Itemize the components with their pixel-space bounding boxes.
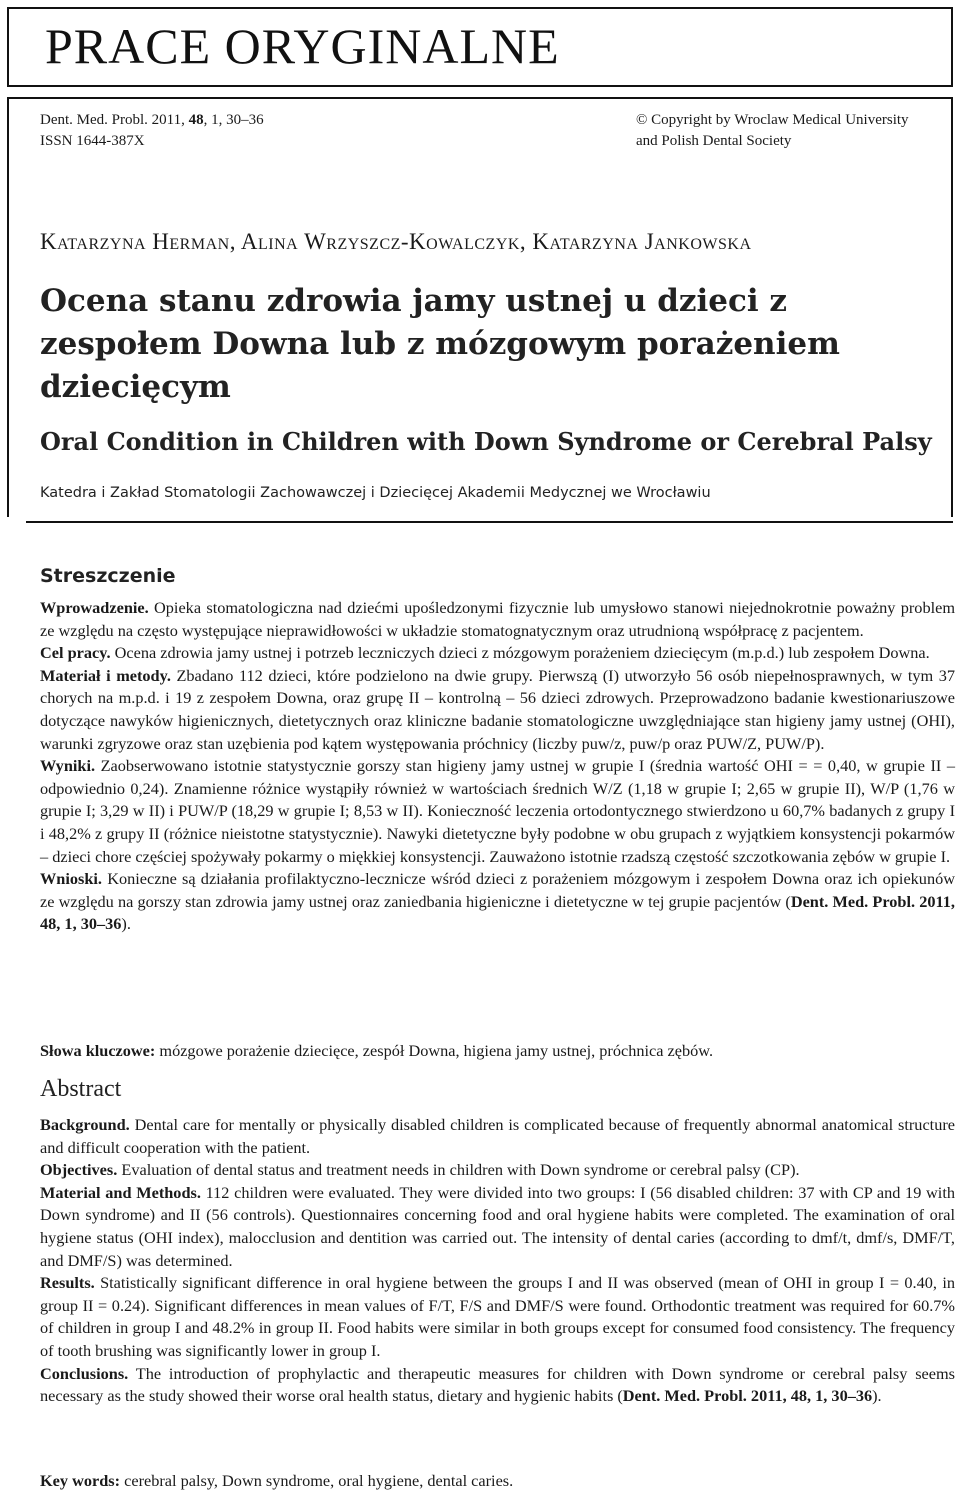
title-polish: Ocena stanu zdrowia jamy ustnej u dzieci z zespołem Downa lub z mózgowym porażeniem dziecięcym [40, 283, 840, 405]
citation-block [40, 110, 264, 152]
streszczenie-heading: Streszczenie [40, 565, 176, 587]
abstract-paragraph: Wnioski. Konieczne są działania profilaktyczno-lecznicze wśród dzieci z porażeniem mózgowym i zespołem Downa oraz ich opiekunów ze względu na gorszy stan zdrowia jamy ustnej oraz zaniedbania higieniczne i dietetyczne w tej grupie pacjentów (Dent. Med. Probl. 2011, 48, 1, 30–36). [40, 869, 955, 934]
keywords-en: Key words: cerebral palsy, Down syndrome, oral hygiene, dental caries. [40, 1471, 514, 1490]
abstract-paragraph: Conclusions. The introduction of prophylactic and therapeutic measures for children with Down syndrome or cerebral palsy seems necessary as the study showed their worse oral health status, dietary and hygienic habits (Dent. Med. Probl. 2011, 48, 1, 30–36). [40, 1363, 955, 1406]
divider [26, 521, 953, 523]
streszczenie-body [40, 597, 955, 936]
abstract-heading: Abstract [40, 1076, 122, 1102]
abstract-body [40, 1114, 955, 1408]
abstract-paragraph: Background. Dental care for mentally or physically disabled children is complicated because of frequently abnormal anatomical structure and difficult cooperation with the patient. [40, 1115, 955, 1157]
copyright-block [636, 110, 909, 152]
abstract-paragraph: Wprowadzenie. Opieka stomatologiczna nad dziećmi upośledzonymi fizycznie lub umysłowo stanowi niejednokrotnie poważny problem ze względu na często występujące nieprawidłowości w układzie stomatognatycznym oraz utrudnioną współpracę z pacjentem. [40, 598, 955, 640]
title-english: Oral Condition in Children with Down Syndrome or Cerebral Palsy [40, 427, 932, 456]
abstract-paragraph: Results. Statistically significant difference in oral hygiene between the groups I and II was observed (mean of OHI in group I = 0.40, in group II = 0.24). Significant differences in mean values of F/T, F/S and DMF/S were found. Orthodontic treatment was required for 60.7% of children in group I and 48.2% in group II. Food habits were similar in both groups except for consumed food consistency. The frequency of tooth brushing was significantly lower in group I. [40, 1273, 955, 1360]
keywords-pl: Słowa kluczowe: mózgowe porażenie dziecięce, zespół Downa, higiena jamy ustnej, próchnica zębów. [40, 1041, 714, 1060]
abstract-paragraph: Objectives. Evaluation of dental status and treatment needs in children with Down syndrome or cerebral palsy (CP). [40, 1160, 800, 1180]
abstract-paragraph: Wyniki. Zaobserwowano istotnie statystycznie gorszy stan higieny jamy ustnej w grupie I (średnia wartość OHI = = 0,40, w grupie II – odpowiednio 0,24). Znamienne różnice wystąpiły również w wartościach średnich W/Z (1,18 w grupie I; 2,65 w grupie II), W/P (1,76 w grupie I; 3,29 w II) i PUW/P (18,29 w grupie I; 8,53 w II). Konieczność leczenia ortodontycznego stwierdzono u 60,7% badanych z grupy I i 48,2% z grupy II (różnice nieistotne statystycznie). Nawyki dietetyczne były podobne w obu grupach z wyjątkiem konsystencji pokarmów – dzieci chore częściej spożywały pokarmy o miękkiej konsystencji. Zauważono istotnie rzadszą częstość szczotkowania zębów w grupie I. [40, 756, 955, 866]
abstract-paragraph: Material and Methods. 112 children were evaluated. They were divided into two groups: I (56 disabled children: 37 with CP and 19 with Down syndrome) and II (56 controls). Questionnaires concerning food and oral hygiene habits were completed. The examination of oral hygiene status (OHI index), malocclusion and dentition was carried out. The intensity of dental caries (according to dmf/t, dmf/s, DMF/T, and DMF/S) was determined. [40, 1182, 955, 1270]
section-title: PRACE ORYGINALNE [45, 18, 560, 74]
volume: 48 [188, 112, 204, 128]
copyright-line-2: and Polish Dental Society [636, 133, 792, 149]
copyright-line-1: © Copyright by Wroclaw Medical University [636, 112, 909, 128]
issn: ISSN 1644-387X [40, 133, 145, 149]
abstract-paragraph: Cel pracy. Ocena zdrowia jamy ustnej i potrzeb leczniczych dzieci z mózgowym porażeniem dziecięcym (m.p.d.) lub zespołem Downa. [40, 643, 930, 663]
authors: Katarzyna Herman, Alina Wrzyszcz-Kowalczyk, Katarzyna Jankowska [40, 229, 752, 254]
affiliation: Katedra i Zakład Stomatologii Zachowawczej i Dziecięcej Akademii Medycznej we Wrocławiu [40, 485, 711, 501]
section-banner [7, 7, 953, 87]
abstract-paragraph: Materiał i metody. Zbadano 112 dzieci, które podzielono na dwie grupy. Pierwszą (I) utworzyło 56 osób niepełnosprawnych, w tym 37 chorych na m.p.d. i 19 z zespołem Downa, oraz grupę II – kontrolną – 56 dzieci zdrowych. Przeprowadzono badanie kwestionariuszowe dotyczące nawyków higienicznych, dietetycznych oraz kliniczne badanie stomatologiczne uwzględniające stan higieny jamy ustnej (OHI), warunki zgryzowe oraz stan uzębienia pod kątem występowania próchnicy (liczby puw/z, puw/p oraz PUW/Z, PUW/P). [40, 665, 955, 753]
journal-citation: Dent. Med. Probl. 2011, 48, 1, 30–36 [40, 112, 264, 128]
